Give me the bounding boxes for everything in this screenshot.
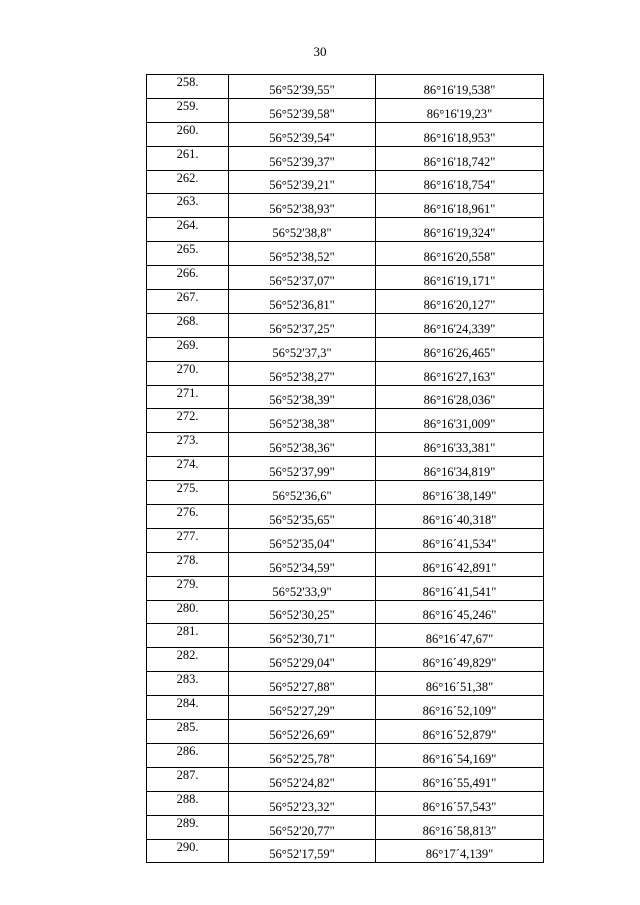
coordinates-table-body bbox=[147, 75, 544, 863]
longitude-cell: 86°16´57,543" bbox=[376, 791, 544, 815]
latitude-cell: 56°52'24,82" bbox=[229, 767, 376, 791]
longitude-cell: 86°16´54,169" bbox=[376, 743, 544, 767]
table-row bbox=[147, 505, 544, 529]
longitude-cell: 86°16'19,23" bbox=[376, 98, 544, 122]
table-row bbox=[147, 122, 544, 146]
point-number-cell: 289. bbox=[147, 815, 229, 839]
point-number-cell: 270. bbox=[147, 361, 229, 385]
point-number-cell: 287. bbox=[147, 767, 229, 791]
longitude-cell: 86°16'19,324" bbox=[376, 218, 544, 242]
point-number-cell: 277. bbox=[147, 528, 229, 552]
latitude-cell: 56°52'39,21" bbox=[229, 170, 376, 194]
table-row bbox=[147, 218, 544, 242]
table-row bbox=[147, 385, 544, 409]
latitude-cell: 56°52'27,88" bbox=[229, 672, 376, 696]
latitude-cell: 56°52'37,07" bbox=[229, 266, 376, 290]
longitude-cell: 86°16'19,538" bbox=[376, 75, 544, 99]
coordinates-table bbox=[146, 74, 544, 863]
table-row bbox=[147, 624, 544, 648]
table-row bbox=[147, 791, 544, 815]
point-number-cell: 283. bbox=[147, 672, 229, 696]
longitude-cell: 86°16'24,339" bbox=[376, 313, 544, 337]
latitude-cell: 56°52'37,99" bbox=[229, 457, 376, 481]
longitude-cell: 86°16'18,754" bbox=[376, 170, 544, 194]
longitude-cell: 86°16'18,742" bbox=[376, 146, 544, 170]
point-number-cell: 271. bbox=[147, 385, 229, 409]
latitude-cell: 56°52'37,25" bbox=[229, 313, 376, 337]
point-number-cell: 259. bbox=[147, 98, 229, 122]
longitude-cell: 86°16'26,465" bbox=[376, 337, 544, 361]
latitude-cell: 56°52'30,71" bbox=[229, 624, 376, 648]
table-row bbox=[147, 337, 544, 361]
latitude-cell: 56°52'23,32" bbox=[229, 791, 376, 815]
point-number-cell: 273. bbox=[147, 433, 229, 457]
table-row bbox=[147, 433, 544, 457]
point-number-cell: 280. bbox=[147, 600, 229, 624]
latitude-cell: 56°52'25,78" bbox=[229, 743, 376, 767]
point-number-cell: 263. bbox=[147, 194, 229, 218]
longitude-cell: 86°16'18,961" bbox=[376, 194, 544, 218]
table-row bbox=[147, 170, 544, 194]
point-number-cell: 265. bbox=[147, 242, 229, 266]
longitude-cell: 86°16´38,149" bbox=[376, 481, 544, 505]
point-number-cell: 272. bbox=[147, 409, 229, 433]
longitude-cell: 86°16´42,891" bbox=[376, 552, 544, 576]
longitude-cell: 86°16'27,163" bbox=[376, 361, 544, 385]
point-number-cell: 261. bbox=[147, 146, 229, 170]
longitude-cell: 86°16´55,491" bbox=[376, 767, 544, 791]
longitude-cell: 86°16´41,541" bbox=[376, 576, 544, 600]
table-row bbox=[147, 576, 544, 600]
latitude-cell: 56°52'38,36" bbox=[229, 433, 376, 457]
table-row bbox=[147, 839, 544, 863]
point-number-cell: 282. bbox=[147, 648, 229, 672]
point-number-cell: 290. bbox=[147, 839, 229, 863]
point-number-cell: 275. bbox=[147, 481, 229, 505]
longitude-cell: 86°16´52,109" bbox=[376, 696, 544, 720]
table-row bbox=[147, 98, 544, 122]
table-row bbox=[147, 672, 544, 696]
longitude-cell: 86°16'28,036" bbox=[376, 385, 544, 409]
longitude-cell: 86°16'20,558" bbox=[376, 242, 544, 266]
longitude-cell: 86°16´40,318" bbox=[376, 505, 544, 529]
latitude-cell: 56°52'36,6" bbox=[229, 481, 376, 505]
point-number-cell: 279. bbox=[147, 576, 229, 600]
longitude-cell: 86°16'18,953" bbox=[376, 122, 544, 146]
latitude-cell: 56°52'39,54" bbox=[229, 122, 376, 146]
point-number-cell: 266. bbox=[147, 266, 229, 290]
longitude-cell: 86°16'31,009" bbox=[376, 409, 544, 433]
point-number-cell: 274. bbox=[147, 457, 229, 481]
table-row bbox=[147, 648, 544, 672]
table-row bbox=[147, 552, 544, 576]
longitude-cell: 86°16'20,127" bbox=[376, 290, 544, 314]
table-row bbox=[147, 242, 544, 266]
latitude-cell: 56°52'38,27" bbox=[229, 361, 376, 385]
point-number-cell: 284. bbox=[147, 696, 229, 720]
point-number-cell: 262. bbox=[147, 170, 229, 194]
latitude-cell: 56°52'29,04" bbox=[229, 648, 376, 672]
longitude-cell: 86°16´52,879" bbox=[376, 720, 544, 744]
table-row bbox=[147, 457, 544, 481]
latitude-cell: 56°52'20,77" bbox=[229, 815, 376, 839]
table-row bbox=[147, 767, 544, 791]
point-number-cell: 264. bbox=[147, 218, 229, 242]
point-number-cell: 258. bbox=[147, 75, 229, 99]
latitude-cell: 56°52'37,3" bbox=[229, 337, 376, 361]
point-number-cell: 260. bbox=[147, 122, 229, 146]
longitude-cell: 86°16´49,829" bbox=[376, 648, 544, 672]
latitude-cell: 56°52'27,29" bbox=[229, 696, 376, 720]
longitude-cell: 86°16'34,819" bbox=[376, 457, 544, 481]
table-row bbox=[147, 146, 544, 170]
latitude-cell: 56°52'38,39" bbox=[229, 385, 376, 409]
point-number-cell: 278. bbox=[147, 552, 229, 576]
point-number-cell: 276. bbox=[147, 505, 229, 529]
longitude-cell: 86°16´58,813" bbox=[376, 815, 544, 839]
latitude-cell: 56°52'38,38" bbox=[229, 409, 376, 433]
latitude-cell: 56°52'35,65" bbox=[229, 505, 376, 529]
latitude-cell: 56°52'30,25" bbox=[229, 600, 376, 624]
table-row bbox=[147, 361, 544, 385]
table-row bbox=[147, 266, 544, 290]
longitude-cell: 86°17´4,139" bbox=[376, 839, 544, 863]
table-row bbox=[147, 720, 544, 744]
latitude-cell: 56°52'39,55" bbox=[229, 75, 376, 99]
latitude-cell: 56°52'33,9" bbox=[229, 576, 376, 600]
longitude-cell: 86°16'19,171" bbox=[376, 266, 544, 290]
latitude-cell: 56°52'38,93" bbox=[229, 194, 376, 218]
latitude-cell: 56°52'26,69" bbox=[229, 720, 376, 744]
latitude-cell: 56°52'39,37" bbox=[229, 146, 376, 170]
table-row bbox=[147, 290, 544, 314]
table-row bbox=[147, 696, 544, 720]
point-number-cell: 286. bbox=[147, 743, 229, 767]
longitude-cell: 86°16´51,38" bbox=[376, 672, 544, 696]
longitude-cell: 86°16'33,381" bbox=[376, 433, 544, 457]
table-row bbox=[147, 409, 544, 433]
point-number-cell: 268. bbox=[147, 313, 229, 337]
latitude-cell: 56°52'17,59" bbox=[229, 839, 376, 863]
table-row bbox=[147, 743, 544, 767]
longitude-cell: 86°16´41,534" bbox=[376, 528, 544, 552]
point-number-cell: 288. bbox=[147, 791, 229, 815]
page-number: 30 bbox=[313, 44, 327, 59]
longitude-cell: 86°16´45,246" bbox=[376, 600, 544, 624]
table-row bbox=[147, 600, 544, 624]
point-number-cell: 267. bbox=[147, 290, 229, 314]
latitude-cell: 56°52'35,04" bbox=[229, 528, 376, 552]
table-row bbox=[147, 75, 544, 99]
latitude-cell: 56°52'38,8" bbox=[229, 218, 376, 242]
longitude-cell: 86°16´47,67" bbox=[376, 624, 544, 648]
table-row bbox=[147, 815, 544, 839]
point-number-cell: 269. bbox=[147, 337, 229, 361]
table-row bbox=[147, 528, 544, 552]
latitude-cell: 56°52'34,59" bbox=[229, 552, 376, 576]
latitude-cell: 56°52'36,81" bbox=[229, 290, 376, 314]
point-number-cell: 281. bbox=[147, 624, 229, 648]
latitude-cell: 56°52'38,52" bbox=[229, 242, 376, 266]
latitude-cell: 56°52'39,58" bbox=[229, 98, 376, 122]
point-number-cell: 285. bbox=[147, 720, 229, 744]
table-row bbox=[147, 481, 544, 505]
table-row bbox=[147, 313, 544, 337]
table-row bbox=[147, 194, 544, 218]
